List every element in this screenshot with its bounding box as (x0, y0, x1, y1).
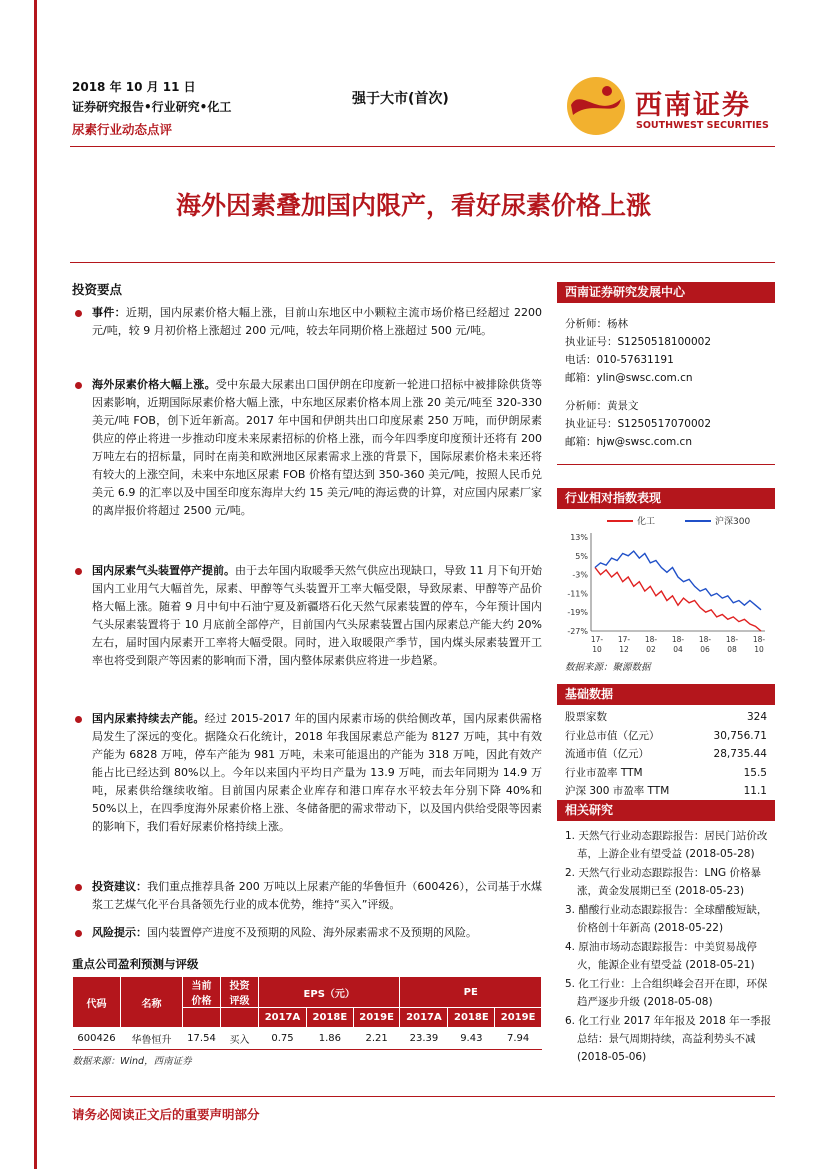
para-lead: 海外尿素价格大幅上涨。 (92, 378, 216, 391)
cell-code: 600426 (77, 1033, 116, 1044)
basic-row (557, 745, 775, 764)
cell-pe: 9.43 (460, 1033, 483, 1044)
related-item[interactable]: 5. 化工行业：上合组织峰会召开在即，环保趋严逐步升级 (2018-05-08) (565, 978, 768, 1008)
basic-key: 行业市盈率 TTM (565, 766, 643, 779)
basic-value: 324 (746, 711, 767, 723)
index-chart-head: 行业相对指数表现 (557, 488, 775, 509)
col-price: 当前 价格 (183, 977, 221, 1008)
analyst-license: 执业证号：S1250518100002 (565, 336, 712, 348)
x-tick-label: 02 (646, 645, 656, 654)
para-text: 国内装置停产进度不及预期的风险、海外尿素需求不及预期的风险。 (147, 926, 477, 939)
chart-source: 数据来源：聚源数据 (565, 662, 651, 673)
related-item[interactable]: 1. 天然气行业动态跟踪报告：居民门站价改革，上游企业有望受益 (2018-05-28) (565, 830, 768, 860)
report-subtitle: 尿素行业动态点评 (72, 122, 173, 137)
company-logo (565, 75, 775, 137)
basic-row (557, 708, 775, 727)
cell-pe: 7.94 (506, 1033, 530, 1044)
bullet-icon (75, 930, 82, 937)
table-source: 数据来源：Wind，西南证券 (72, 1055, 192, 1067)
legend-label: 化工 (637, 517, 656, 527)
para-lead: 国内尿素气头装置停产提前。 (92, 564, 235, 577)
related-item[interactable]: 3. 醋酸行业动态跟踪报告：全球醋酸短缺，价格创十年新高 (2018-05-22) (565, 904, 768, 934)
para-lead: 风险提示： (92, 926, 147, 939)
basic-value: 11.1 (743, 785, 767, 797)
bullet-icon (75, 884, 82, 891)
series-line-csi300 (595, 551, 761, 610)
analyst-email: 邮箱：hjw@swsc.com.cn (565, 436, 692, 448)
basic-data-panel (557, 684, 775, 801)
x-tick-label: 18- (752, 635, 766, 644)
y-tick-label: -19% (567, 608, 588, 618)
left-accent-bar (34, 0, 37, 1169)
section-title: 投资要点 (72, 282, 123, 297)
bullet-icon (75, 310, 82, 317)
analyst-license: 执业证号：S1250517070002 (565, 418, 712, 430)
bullet-icon (75, 382, 82, 389)
y-tick-label: 5% (575, 551, 588, 561)
para-advice (72, 878, 542, 914)
report-type: 证券研究报告•行业研究•化工 (72, 100, 232, 114)
para-text: 近期，国内尿素价格大幅上涨，目前山东地区中小颗粒主流市场价格已经超过 2200 元/吨，较 9 月初价格上涨超过 200 元/吨，较去年同期价格上涨超过 500 元/吨。 (92, 306, 543, 337)
col-year: 2017A (400, 1008, 448, 1028)
x-tick-label: 18- (644, 635, 658, 644)
cell-price: 17.54 (187, 1033, 216, 1044)
x-tick-label: 06 (700, 645, 710, 654)
basic-key: 沪深 300 市盈率 TTM (565, 785, 670, 797)
forecast-table-title: 重点公司盈利预测与评级 (72, 957, 199, 971)
footer-disclaimer: 请务必阅读正文后的重要声明部分 (72, 1107, 260, 1122)
bullet-icon (75, 716, 82, 723)
basic-value: 28,735.44 (713, 748, 767, 760)
related-item[interactable]: 6. 化工行业 2017 年年报及 2018 年一季报总结：景气周期持续，高益利势头不减 (2018-05-06) (565, 1015, 772, 1063)
x-tick-label: 18- (725, 635, 739, 644)
basic-row (557, 764, 775, 783)
report-title: 海外因素叠加国内限产，看好尿素价格上涨 (175, 191, 651, 220)
analyst-panel (557, 282, 775, 451)
cell-rating: 买入 (229, 1035, 250, 1046)
para-gas-shutdown (72, 562, 542, 670)
col-name: 名称 (121, 977, 183, 1028)
industry-rating: 强于大市(首次) (352, 91, 449, 107)
col-rating: 投资 评级 (221, 977, 259, 1008)
basic-value: 30,756.71 (713, 729, 767, 742)
para-event (72, 304, 542, 340)
table-row (73, 1028, 542, 1050)
x-tick-label: 04 (673, 645, 683, 654)
analyst-phone: 电话：010-57631191 (565, 354, 674, 366)
basic-value: 15.5 (743, 766, 767, 779)
logo-text-cn: 西南证券 (635, 90, 751, 121)
basic-key: 流通市值（亿元） (565, 748, 649, 760)
title-divider (70, 262, 775, 263)
col-pe: PE (400, 977, 542, 1008)
cell-eps: 0.75 (271, 1033, 294, 1044)
para-overseas-price (72, 376, 542, 520)
para-risk (72, 924, 542, 942)
legend-label: 沪深300 (715, 517, 751, 527)
x-tick-label: 18- (698, 635, 712, 644)
cell-name: 华鲁恒升 (131, 1035, 172, 1046)
col-year: 2018E (306, 1008, 353, 1028)
related-item[interactable]: 4. 原油市场动态跟踪报告：中美贸易战停火，能源企业有望受益 (2018-05-21) (565, 941, 757, 971)
para-text: 受中东最大尿素出口国伊朗在印度新一轮进口招标中被排除供货等因素影响，近期国际尿素价格大幅上涨，中东地区尿素价格本周上涨 20 美元/吨至 320-330 美元/吨 FOB，创下近年新高。2017 年中国和伊朗共出口印度尿素 250 万吨，而伊朗尿素供应的停止将进一步推动印度未来尿素招标的价格上涨，而今年四季度印度预计还将有 200 万吨左右的招标量，同时在南美和欧洲地区尿素需求上涨的背景下，国际尿素价格未来还将有较大的上涨空间，未来中东地区尿素 FOB 价格有望达到 350-360 美元/吨，按照人民币兑美元 6.9 的汇率以及中国至印度东海岸大约 15 美元/吨的海运费的计算，对应国内尿素厂家的离岸报价将超过 2500 元/吨。 (92, 378, 543, 517)
x-tick-label: 08 (727, 645, 737, 654)
basic-key: 行业总市值（亿元） (565, 729, 660, 742)
col-year: 2019E (353, 1008, 400, 1028)
cell-pe: 23.39 (409, 1033, 439, 1044)
x-tick-label: 18- (671, 635, 685, 644)
para-lead: 事件： (92, 306, 126, 319)
forecast-table (72, 976, 542, 1069)
col-code: 代码 (73, 977, 121, 1028)
para-text: 经过 2015-2017 年的国内尿素市场的供给侧改革，国内尿素供需格局发生了深远的变化。据隆众石化统计，2018 年我国尿素总产能为 8127 万吨，其中有效产能为 6828 万吨，停车产能为 981 万吨，未来可能退出的产能为 318 万吨，因此有效产能占比已经达到 80%以上。今年以来国内平均日产量为 13.9 万吨，而去年同期为 14.9 万吨，尿素供给继续收缩。目前国内尿素企业库存和港口库存水平较去年分别下降 40%和 50%以上，在四季度海外尿素价格上涨、冬储备肥的需求带动下，以及国内供给受限等因素的影响下，我们看好尿素价格持续上涨。 (92, 712, 543, 833)
para-lead: 国内尿素持续去产能。 (92, 712, 205, 725)
para-lead: 投资建议： (92, 880, 148, 893)
footer-divider (70, 1096, 775, 1097)
x-tick-label: 12 (619, 645, 629, 654)
col-rating-sub (221, 1008, 259, 1028)
report-date: 2018 年 10 月 11 日 (72, 80, 196, 94)
analyst-name: 分析师：杨林 (565, 318, 628, 330)
index-chart-panel (557, 488, 775, 675)
related-item[interactable]: 2. 天然气行业动态跟踪报告：LNG 价格暴涨，黄金发展期已至 (2018-05-23) (565, 867, 762, 897)
header-divider (70, 146, 775, 147)
basic-data-head: 基础数据 (557, 684, 775, 705)
basic-row (557, 782, 775, 801)
x-tick-label: 10 (592, 645, 602, 654)
col-eps: EPS（元） (259, 977, 400, 1008)
basic-key: 股票家数 (565, 711, 607, 723)
y-tick-label: 13% (570, 533, 588, 542)
para-text: 由于去年国内取暖季天然气供应出现缺口，导致 11 月下旬开始国内工业用气大幅首先，尿素、甲醇等气头装置开工率大幅受限，导致尿素、甲醇等产品价格大幅上涨。随着 9 月中旬中石油宁夏及新疆塔石化天然气尿素装置的停车，今年预计国内气头尿素装置将于 10 月底前全部停产，目前国内气头尿素装置占国内尿素总产能大约 20%左右，届时国内尿素开工率将大幅受限。同时，进入取暖限产季节，国内煤头尿素装置开工率也将受到限产等因素的影响而下滑，国内整体尿素供应将进一步趋紧。 (92, 564, 542, 667)
research-center-head: 西南证券研究发展中心 (557, 282, 775, 303)
col-price-sub (183, 1008, 221, 1028)
col-year: 2019E (495, 1008, 542, 1028)
related-research-head: 相关研究 (557, 800, 775, 821)
analyst-email: 邮箱：ylin@swsc.com.cn (565, 372, 693, 384)
bullet-icon (75, 568, 82, 575)
cell-eps: 2.21 (365, 1033, 388, 1044)
x-tick-label: 17- (617, 635, 631, 644)
col-year: 2017A (259, 1008, 307, 1028)
logo-text-en: SOUTHWEST SECURITIES (636, 120, 769, 131)
related-research-panel (557, 800, 775, 1067)
index-line-chart (557, 509, 775, 659)
sidebar-divider (557, 464, 775, 465)
y-tick-label: -27% (567, 627, 588, 636)
y-tick-label: -3% (572, 570, 588, 580)
col-year: 2018E (448, 1008, 495, 1028)
cell-eps: 1.86 (318, 1033, 341, 1044)
para-capacity (72, 710, 542, 836)
x-tick-label: 10 (754, 645, 764, 654)
logo-emblem-icon (565, 75, 627, 137)
y-tick-label: -11% (567, 589, 588, 599)
analyst-name: 分析师：黄景文 (565, 400, 639, 412)
para-text: 我们重点推荐具备 200 万吨以上尿素产能的华鲁恒升（600426），公司基于水煤浆工艺煤气化平台具备领先行业的成本优势，维持“买入”评级。 (92, 880, 543, 911)
basic-row (557, 727, 775, 746)
x-tick-label: 17- (590, 635, 604, 644)
